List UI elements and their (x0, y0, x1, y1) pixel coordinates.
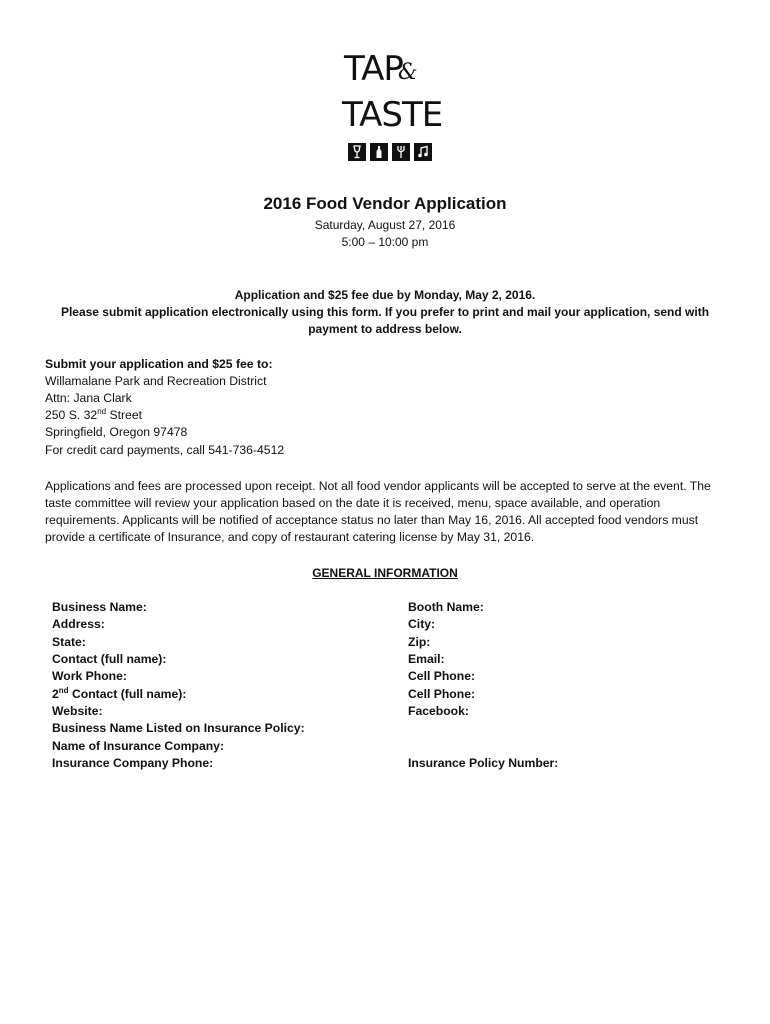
business-name-label: Business Name: (52, 600, 147, 614)
second-contact-label: 2nd Contact (full name): (52, 685, 187, 701)
fork-icon (392, 143, 410, 161)
logo-icon-row (348, 143, 432, 161)
email-label: Email: (408, 652, 445, 666)
insurance-company-phone-label: Insurance Company Phone: (52, 756, 214, 770)
event-time: 5:00 – 10:00 pm (341, 235, 429, 249)
page-title: 2016 Food Vendor Application (263, 194, 507, 213)
zip-label: Zip: (408, 635, 431, 649)
work-phone-label: Work Phone: (52, 669, 127, 683)
logo-text-tap: TAP (344, 49, 403, 89)
logo-text-taste: TASTE (342, 95, 443, 135)
facebook-label: Facebook: (408, 704, 469, 718)
beer-bottle-icon (370, 143, 388, 161)
contact-label: Contact (full name): (52, 652, 167, 666)
submission-instructions: Please submit application electronically using this form. If you prefer to print and mail your application, send with (60, 305, 710, 319)
insurance-business-name-label: Business Name Listed on Insurance Policy: (52, 721, 305, 735)
state-label: State: (52, 635, 86, 649)
logo-ampersand: & (398, 60, 417, 85)
submission-instructions-cont: payment to address below. (308, 322, 462, 336)
credit-card-phone-note: For credit card payments, call 541-736-4512 (45, 443, 285, 457)
booth-name-label: Booth Name: (408, 600, 484, 614)
city-label: City: (408, 617, 436, 631)
due-date-notice: Application and $25 fee due by Monday, May 2, 2016. (234, 288, 536, 302)
music-note-icon (414, 143, 432, 161)
mailing-street: 250 S. 32nd Street (45, 406, 142, 422)
second-cell-phone-label: Cell Phone: (408, 687, 476, 701)
mailing-organization: Willamalane Park and Recreation District (45, 374, 267, 388)
section-heading-general-information: GENERAL INFORMATION (312, 566, 458, 580)
cell-phone-label: Cell Phone: (408, 669, 476, 683)
event-date: Saturday, August 27, 2016 (314, 218, 456, 232)
submit-heading: Submit your application and $25 fee to: (45, 357, 273, 371)
website-label: Website: (52, 704, 103, 718)
address-label: Address: (52, 617, 105, 631)
mailing-city: Springfield, Oregon 97478 (45, 425, 188, 439)
insurance-company-label: Name of Insurance Company: (52, 739, 225, 753)
processing-paragraph: Applications and fees are processed upon receipt. Not all food vendor applicants will be accepted to serve at the event. The taste committee will review your application based on the date it is received, menu, space available, and operation requirements. Applicants will be notified of acceptance status no later than May 16, 2016. All accepted food vendors must provide a certificate of Insurance, and copy of restaurant catering license by May 31, 2016. (45, 479, 711, 544)
mailing-attention: Attn: Jana Clark (45, 391, 132, 405)
tap-and-taste-logo (340, 49, 443, 170)
wine-glass-icon (348, 143, 366, 161)
insurance-policy-number-label: Insurance Policy Number: (408, 756, 559, 770)
